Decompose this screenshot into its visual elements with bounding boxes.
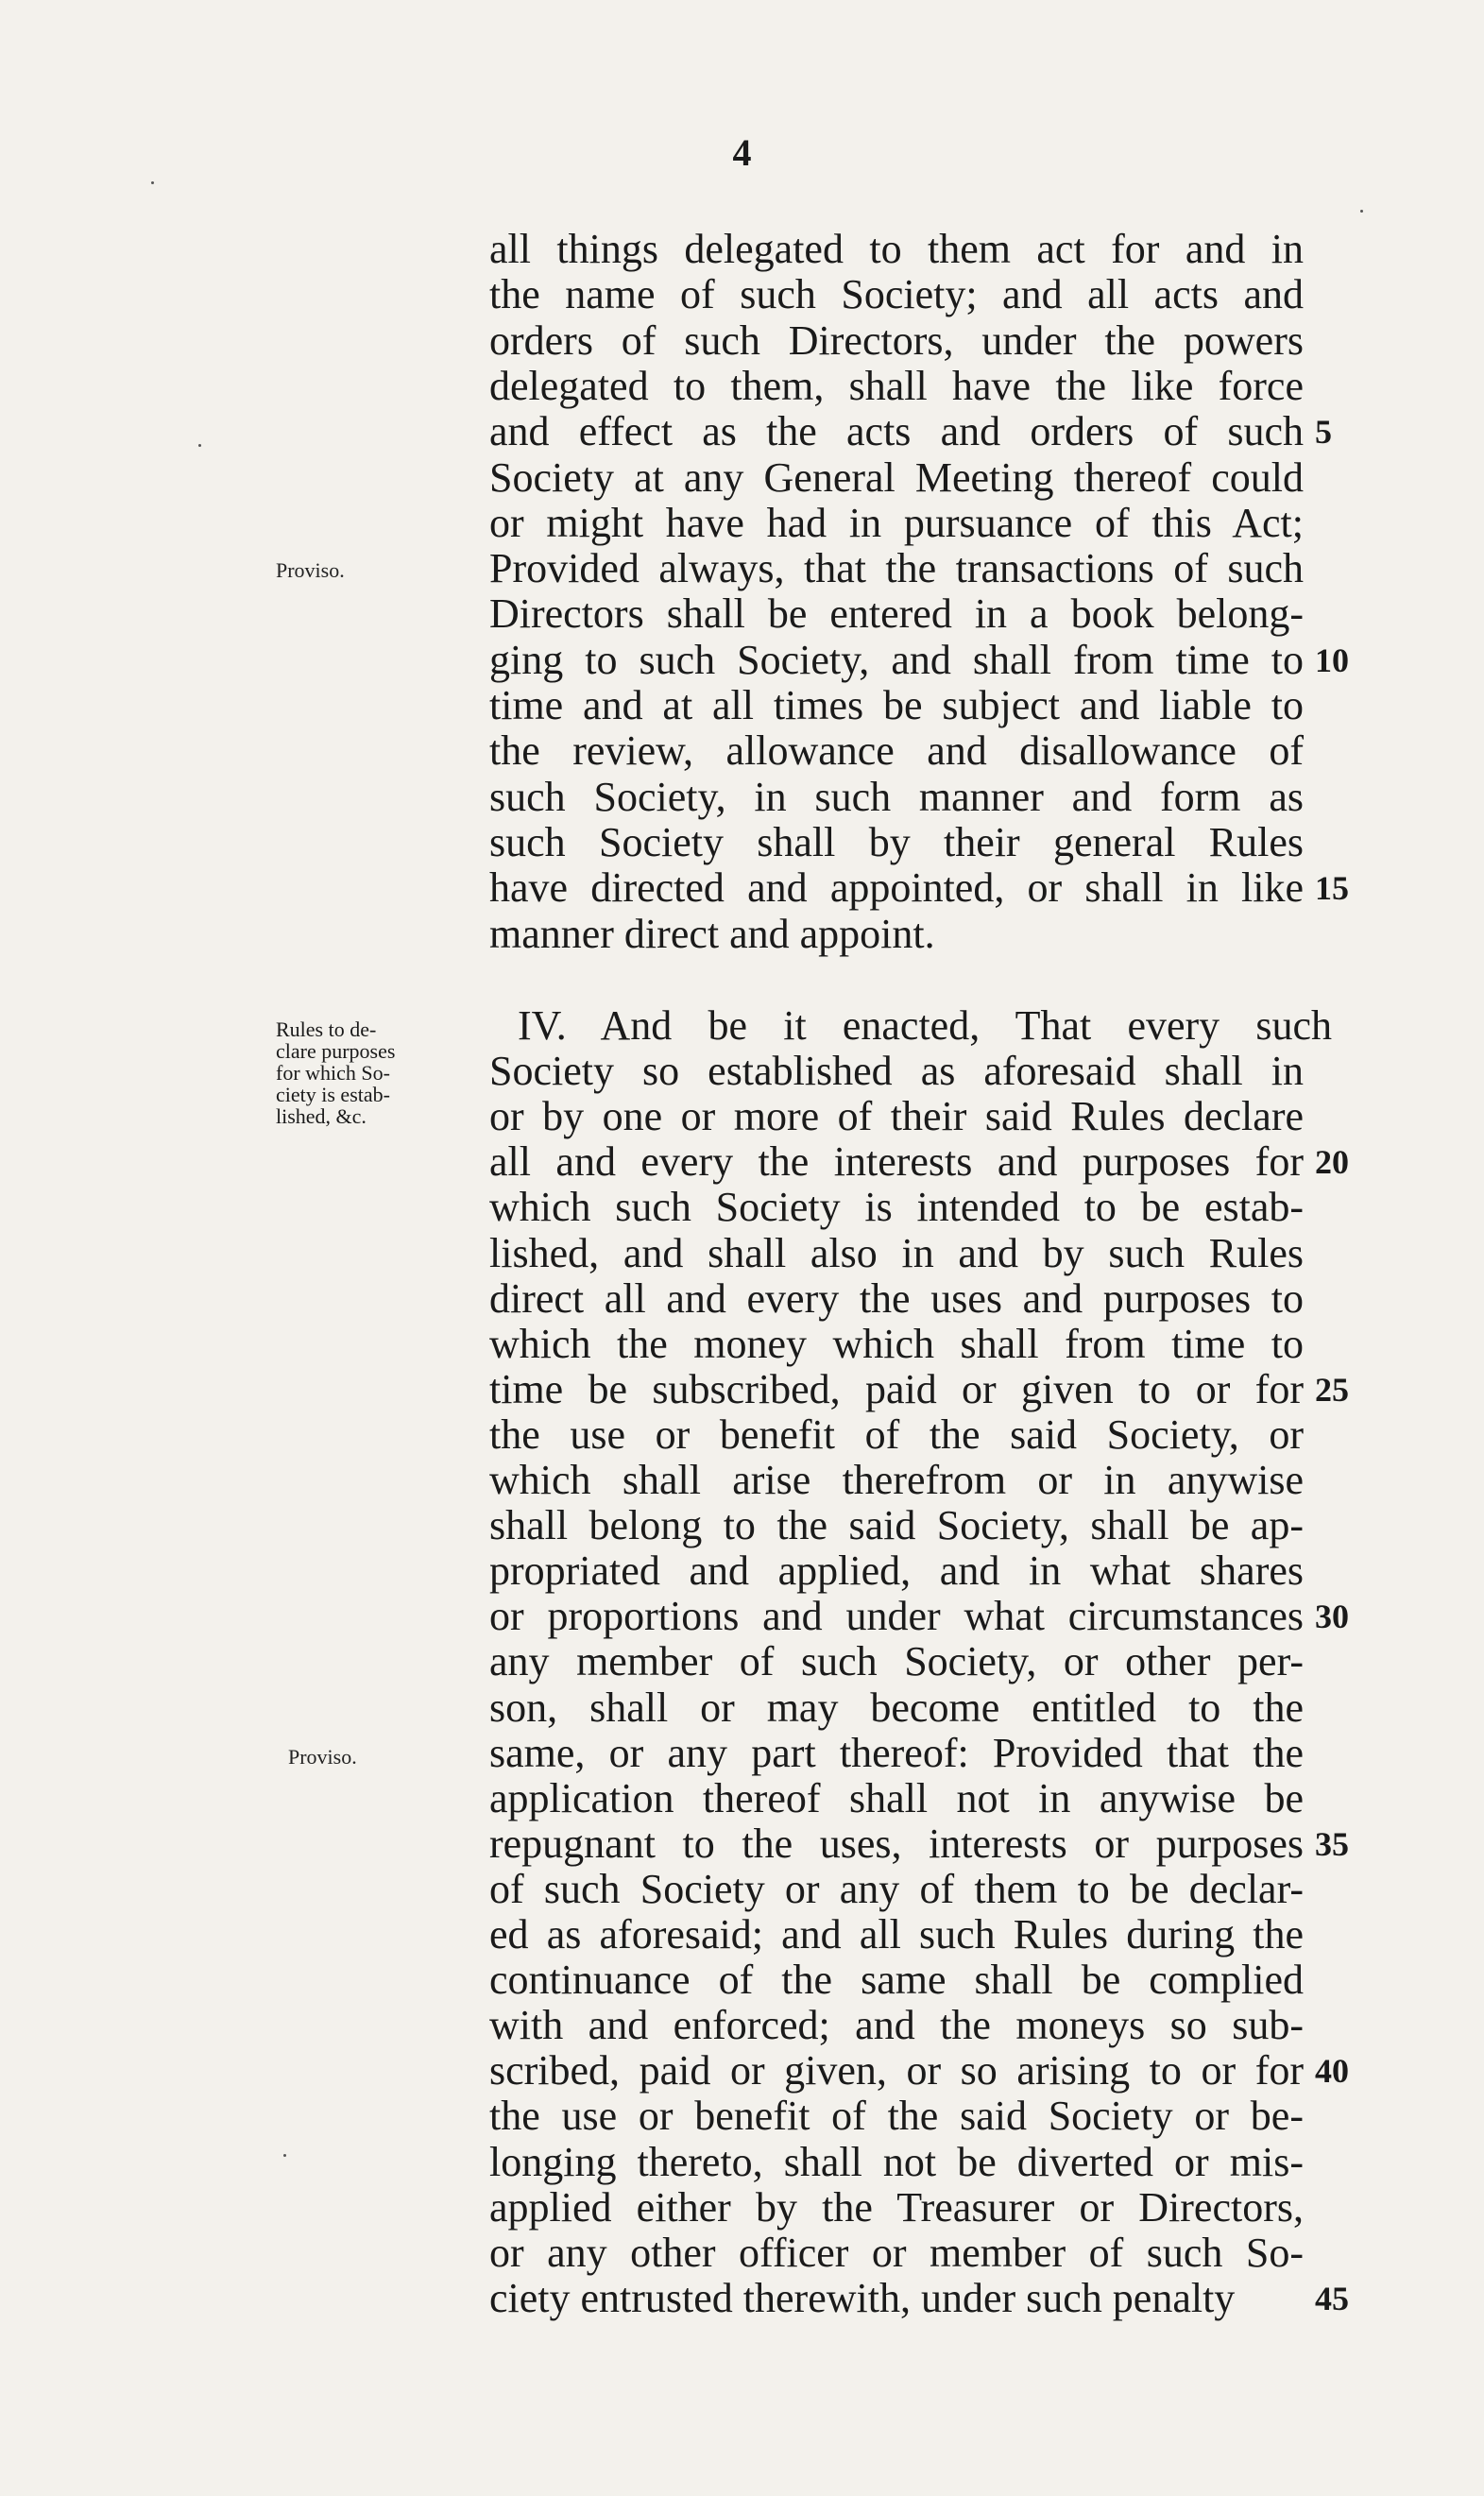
text-line: orders of such Directors, under the powers [489, 317, 1304, 364]
text-line: repugnant to the uses, interests or purposes [489, 1821, 1304, 1867]
margin-note-proviso-1: Proviso. [276, 558, 345, 582]
text-line: such Society, in such manner and form as [489, 774, 1304, 820]
text-line: propriated and applied, and in what shares [489, 1547, 1304, 1594]
page-number: 4 [732, 131, 752, 174]
text-line: and effect as the acts and orders of such [489, 408, 1304, 454]
text-line: shall belong to the said Society, shall be ap- [489, 1502, 1304, 1548]
text-line: any member of such Society, or other per- [489, 1638, 1304, 1684]
text-line: IV. And be it enacted, That every such [518, 1002, 1332, 1049]
text-line: manner direct and appoint. [489, 911, 935, 957]
text-line: or any other officer or member of such So- [489, 2230, 1304, 2276]
text-line: or proportions and under what circumstances [489, 1593, 1304, 1639]
line-number: 30 [1315, 1598, 1349, 1635]
text-line: the name of such Society; and all acts and [489, 271, 1304, 317]
text-line: continuance of the same shall be complied [489, 1957, 1304, 2003]
text-line: scribed, paid or given, or so arising to or for [489, 2047, 1304, 2094]
text-line: with and enforced; and the moneys so sub- [489, 2002, 1304, 2048]
text-line: all and every the interests and purposes for [489, 1138, 1304, 1185]
line-number: 20 [1315, 1143, 1349, 1181]
text-line: delegated to them, shall have the like force [489, 363, 1304, 409]
text-line: which shall arise therefrom or in anywise [489, 1457, 1304, 1503]
text-line: the use or benefit of the said Society, or [489, 1411, 1304, 1458]
text-line: same, or any part thereof: Provided that the [489, 1730, 1304, 1776]
text-line: ed as aforesaid; and all such Rules during the [489, 1911, 1304, 1957]
text-line: which such Society is intended to be estab- [489, 1184, 1304, 1230]
line-number: 5 [1315, 413, 1332, 451]
line-number: 35 [1315, 1825, 1349, 1863]
paper-speck [151, 181, 154, 184]
text-line: of such Society or any of them to be declar- [489, 1866, 1304, 1912]
text-line: time and at all times be subject and liable to [489, 682, 1304, 728]
text-line: ging to such Society, and shall from time to [489, 637, 1304, 683]
text-line: or by one or more of their said Rules declare [489, 1093, 1304, 1139]
paper-speck [283, 2154, 286, 2157]
text-line: the use or benefit of the said Society or be- [489, 2093, 1304, 2139]
line-number: 45 [1315, 2280, 1349, 2317]
text-line: or might have had in pursuance of this Act; [489, 500, 1304, 546]
margin-note-line: lished, &c. [276, 1104, 367, 1128]
line-number: 40 [1315, 2052, 1349, 2090]
margin-note-proviso-2: Proviso. [288, 1745, 357, 1769]
paper-speck [1360, 210, 1363, 213]
text-line: the review, allowance and disallowance of [489, 727, 1304, 774]
text-line: Provided always, that the transactions of such [489, 545, 1304, 591]
line-number: 10 [1315, 641, 1349, 679]
text-line: lished, and shall also in and by such Rules [489, 1230, 1304, 1276]
text-line: which the money which shall from time to [489, 1321, 1304, 1367]
text-line: have directed and appointed, or shall in like [489, 864, 1304, 911]
margin-note-line: for which So- [276, 1061, 390, 1085]
text-line: all things delegated to them act for and in [489, 226, 1304, 272]
text-line: Society at any General Meeting thereof could [489, 454, 1304, 501]
margin-note-line: Rules to de- [276, 1017, 377, 1041]
margin-note-line: ciety is estab- [276, 1083, 390, 1106]
text-line: Directors shall be entered in a book belong- [489, 590, 1304, 637]
text-line: applied either by the Treasurer or Directors, [489, 2184, 1304, 2231]
text-line: application thereof shall not in anywise be [489, 1775, 1304, 1821]
margin-note-rules [276, 1018, 395, 1127]
line-number: 15 [1315, 869, 1349, 907]
margin-note-line: clare purposes [276, 1039, 396, 1063]
text-line: Society so established as aforesaid shall in [489, 1048, 1304, 1094]
text-line: longing thereto, shall not be diverted or mis- [489, 2139, 1304, 2185]
line-number: 25 [1315, 1371, 1349, 1409]
paper-speck [198, 444, 201, 447]
text-line: time be subscribed, paid or given to or for [489, 1366, 1304, 1412]
text-line: son, shall or may become entitled to the [489, 1684, 1304, 1731]
text-line: direct all and every the uses and purposes to [489, 1275, 1304, 1322]
text-line: ciety entrusted therewith, under such penalty [489, 2275, 1236, 2321]
text-line: such Society shall by their general Rules [489, 819, 1304, 865]
